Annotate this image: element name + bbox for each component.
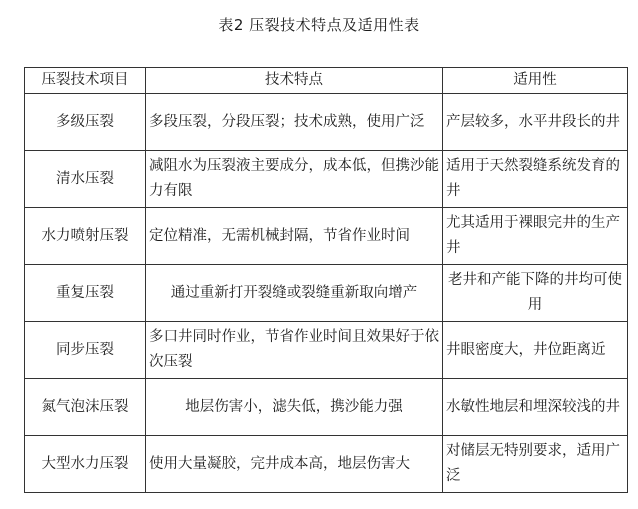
- technology-feature: 通过重新打开裂缝或裂缝重新取向增产: [146, 265, 443, 322]
- header-features: 技术特点: [146, 68, 443, 94]
- header-applicability: 适用性: [443, 68, 628, 94]
- technology-name: 同步压裂: [25, 322, 146, 379]
- technology-name: 多级压裂: [25, 94, 146, 151]
- table-row: [25, 379, 628, 436]
- table-row: [25, 94, 628, 151]
- header-technology: 压裂技术项目: [25, 68, 146, 94]
- technology-name: 大型水力压裂: [25, 436, 146, 493]
- technology-name: 氮气泡沫压裂: [25, 379, 146, 436]
- fracturing-technology-table: [24, 67, 628, 493]
- technology-applicability: 尤其适用于裸眼完井的生产井: [443, 208, 628, 265]
- table-row: [25, 265, 628, 322]
- technology-applicability: 产层较多，水平井段长的井: [443, 94, 628, 151]
- technology-name: 水力喷射压裂: [25, 208, 146, 265]
- technology-feature: 多口井同时作业，节省作业时间且效果好于依次压裂: [146, 322, 443, 379]
- technology-feature: 定位精准，无需机械封隔，节省作业时间: [146, 208, 443, 265]
- table-row: [25, 322, 628, 379]
- technology-name: 重复压裂: [25, 265, 146, 322]
- technology-feature: 减阻水为压裂液主要成分，成本低，但携沙能力有限: [146, 151, 443, 208]
- technology-name: 清水压裂: [25, 151, 146, 208]
- technology-feature: 多段压裂，分段压裂；技术成熟，使用广泛: [146, 94, 443, 151]
- table-row: [25, 151, 628, 208]
- technology-applicability: 对储层无特别要求，适用广泛: [443, 436, 628, 493]
- table-caption: 表2 压裂技术特点及适用性表: [218, 16, 420, 34]
- table-header-row: [25, 68, 628, 94]
- technology-applicability: 适用于天然裂缝系统发育的井: [443, 151, 628, 208]
- technology-applicability: 老井和产能下降的井均可使用: [443, 265, 628, 322]
- technology-feature: 地层伤害小，滤失低，携沙能力强: [146, 379, 443, 436]
- table-row: [25, 436, 628, 493]
- technology-feature: 使用大量凝胶，完井成本高，地层伤害大: [146, 436, 443, 493]
- table-row: [25, 208, 628, 265]
- technology-applicability: 水敏性地层和埋深较浅的井: [443, 379, 628, 436]
- technology-applicability: 井眼密度大，井位距离近: [443, 322, 628, 379]
